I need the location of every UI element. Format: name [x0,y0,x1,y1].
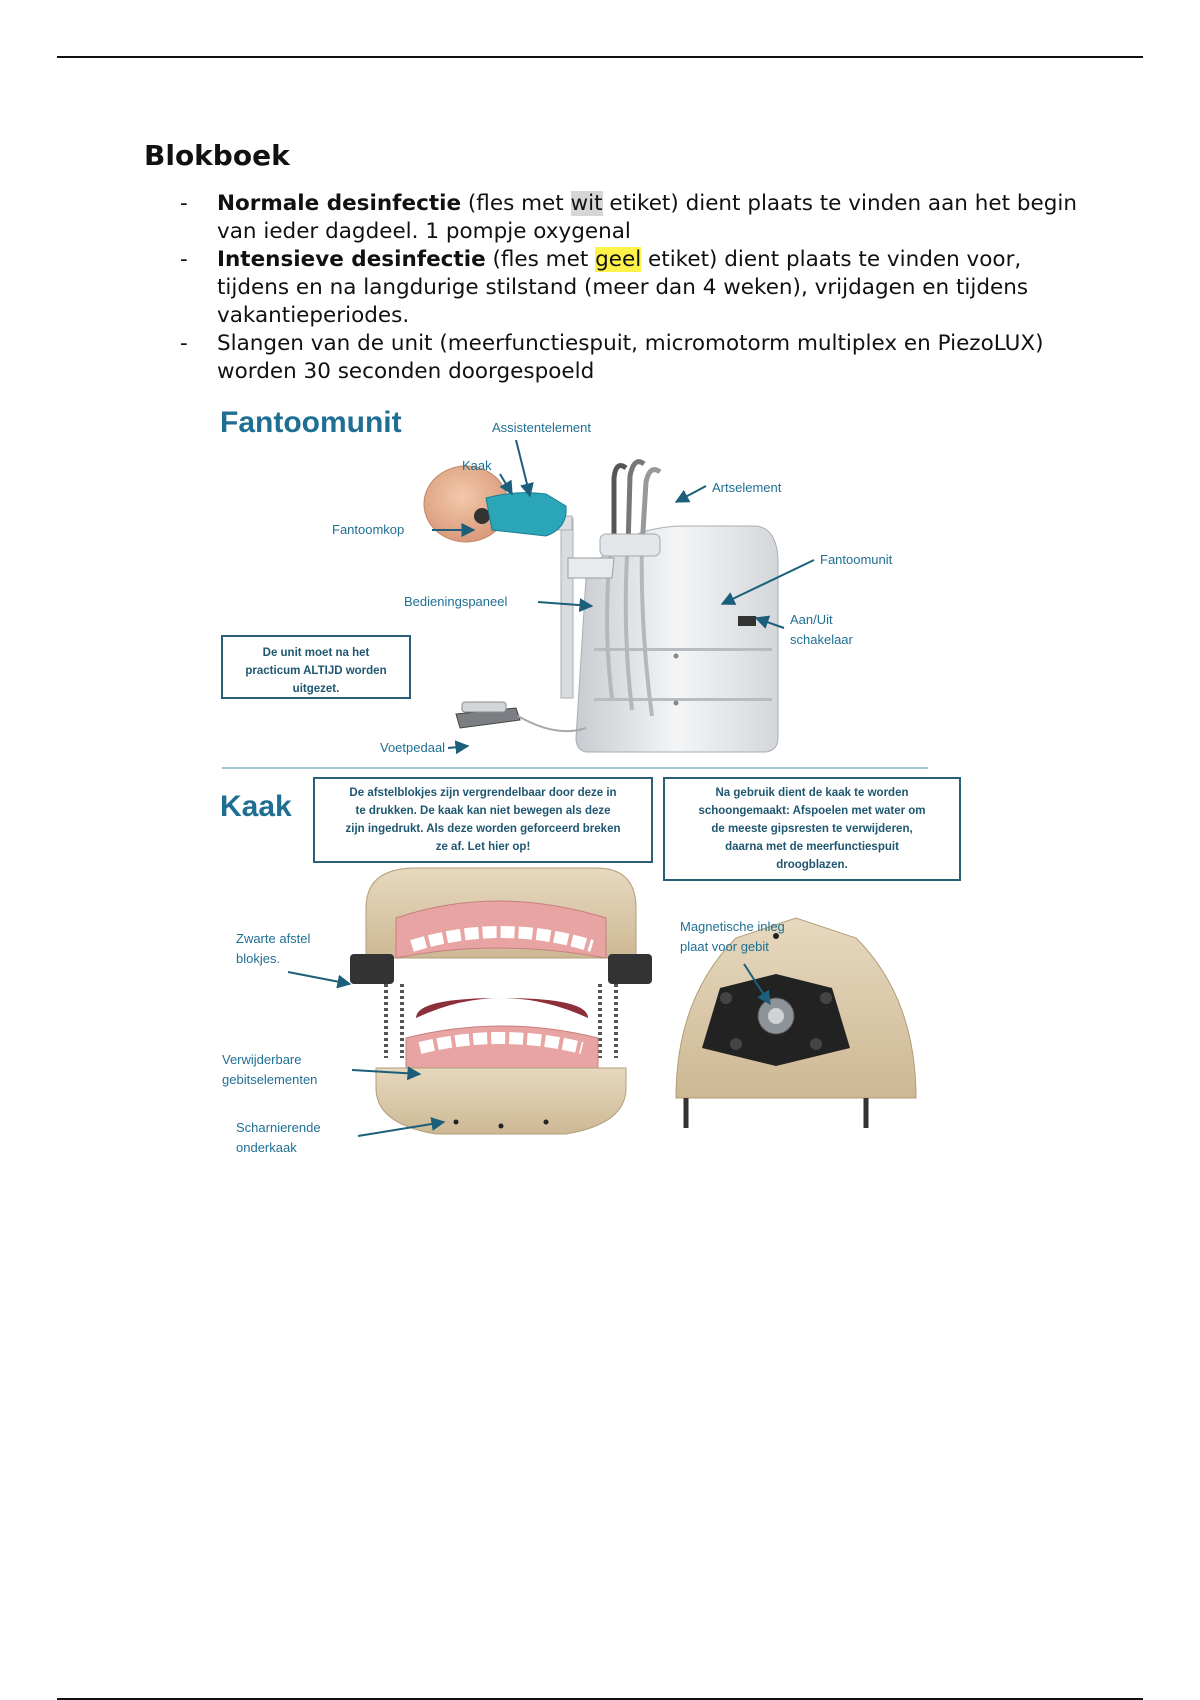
note-unit-line: uitgezet. [292,683,340,695]
label-plaat-voor-gebit: plaat voor gebit [680,939,769,954]
term-intensieve: Intensieve desinfectie [217,247,486,272]
bullet-dash: - [180,247,188,272]
list-item [180,190,1080,246]
note-afstel-line: zijn ingedrukt. Als deze worden geforceerd breken [345,823,621,835]
bullet-dash: - [180,331,188,356]
arrow-zwarte-afstel [288,972,350,984]
text: Slangen van de unit (meerfunctiespuit, micromotorm multiplex en PiezoLUX) worden 30 seconden doorgespoeld [217,331,1044,384]
label-blokjes: blokjes. [236,951,281,966]
top-rule [57,56,1143,58]
note-afstel-line: te drukken. De kaak kan niet bewegen als deze [355,805,611,817]
label-zwarte-afstel: Zwarte afstel [236,931,311,946]
list-item [180,246,1080,330]
arrow-voetpedaal [448,746,468,748]
fantoom-figure [216,398,976,1168]
kaak-title: Kaak [220,790,292,823]
label-magnetische: Magnetische inleg [680,919,785,934]
note-gebruik-line: de meeste gipsresten te verwijderen, [711,823,913,835]
label-kaak-top: Kaak [462,458,492,473]
label-aanuit: Aan/Uit [790,612,833,627]
arrow-artselement [676,486,706,502]
highlight-wit: wit [570,191,603,216]
note-afstel-line: De afstelblokjes zijn vergrendelbaar door deze in [349,787,617,799]
label-fantoomunit: Fantoomunit [820,552,893,567]
text: etiket) dient plaats te vinden aan het begin van ieder dagdeel. 1 pompje oxygenal [217,191,1077,244]
note-gebruik-line: daarna met de meerfunctiespuit [725,841,899,853]
label-scharnierende: Scharnierende [236,1120,321,1135]
note-gebruik-line: droogblazen. [776,859,848,871]
note-unit-line: De unit moet na het [262,647,370,659]
bullet-dash: - [180,191,188,216]
label-gebitselementen: gebitselementen [222,1072,318,1087]
text: (fles met [461,191,571,216]
bullet-list [180,190,1080,386]
note-gebruik-line: Na gebruik dient de kaak te worden [715,787,909,799]
note-gebruik-line: schoongemaakt: Afspoelen met water om [698,805,926,817]
label-fantoomkop: Fantoomkop [332,522,405,537]
note-afstel-line: ze af. Let hier op! [435,841,531,853]
label-voetpedaal: Voetpedaal [380,740,446,755]
list-item [180,330,1080,386]
label-assistentelement: Assistentelement [492,420,591,435]
label-verwijderbare: Verwijderbare [222,1052,302,1067]
page-title: Blokboek [144,139,290,172]
label-artselement: Artselement [712,480,782,495]
text: (fles met [485,247,596,272]
label-onderkaak: onderkaak [236,1140,297,1155]
fantoom-title: Fantoomunit [220,406,402,439]
term-normale: Normale desinfectie [217,191,462,216]
note-unit-line: practicum ALTIJD worden [245,665,387,677]
arrow-assistentelement [516,440,530,496]
jaw-illustration [350,868,652,1134]
highlight-geel: geel [595,247,642,272]
label-bedieningspaneel: Bedieningspaneel [404,594,508,609]
label-schakelaar: schakelaar [790,632,853,647]
text: etiket) dient plaats te vinden voor, tijdens en na langdurige stilstand (meer dan 4 weken), vrijdagen en tijdens vakantieperiodes. [217,247,1029,328]
